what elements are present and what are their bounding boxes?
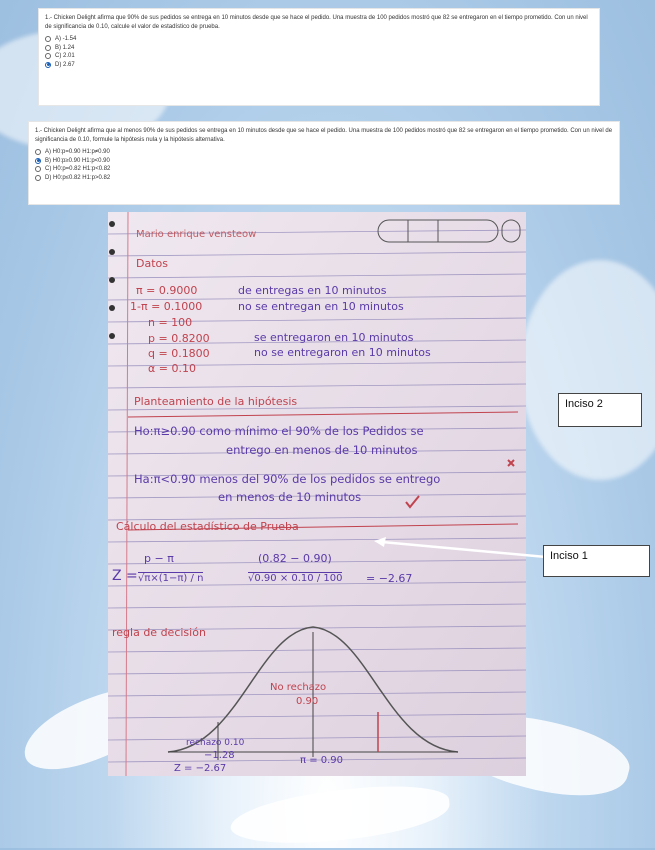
student-name: Mario enrique vensteow <box>136 229 257 240</box>
radio-button-selected[interactable] <box>45 62 51 68</box>
radio-button[interactable] <box>45 36 51 42</box>
background-petal <box>228 781 452 850</box>
background-glow <box>520 260 655 480</box>
alt-hypothesis-line2: en menos de 10 minutos <box>218 490 362 504</box>
datos-pi-desc: de entregas en 10 minutos <box>238 284 387 297</box>
question-card-2 <box>28 121 620 205</box>
answer-option-c[interactable] <box>35 165 613 174</box>
formula-lhs-denominator: √π×(1−π) / n <box>138 573 204 584</box>
answer-option-c[interactable] <box>45 52 593 61</box>
radio-button[interactable] <box>35 166 41 172</box>
answer-option-d[interactable] <box>45 61 593 70</box>
option-label: D) H0:p≤0.82 H1:p>0.82 <box>45 174 111 181</box>
formula-rhs-denominator: √0.90 × 0.10 / 100 <box>248 573 343 584</box>
datos-p-desc: se entregaron en 10 minutos <box>254 331 414 344</box>
arrow-icon <box>370 535 550 565</box>
no-rechazo-value: 0.90 <box>296 696 319 707</box>
pi-value-label: π = 0.90 <box>300 755 344 766</box>
datos-pi: π = 0.9000 <box>136 284 198 297</box>
question-text: 1.- Chicken Delight afirma que al menos 90% de sus pedidos se entrega en 10 minutos desde que se hace el pedido. Una muestra de 100 pedidos mostró que 82 se entregaron en el tiempo prometido. Con un nivel de significancia de 0.10, formule la hipótesis nula y la hipótesis alternativa. <box>35 128 613 143</box>
datos-p: p = 0.8200 <box>148 332 210 345</box>
alt-hypothesis-line1: Ha:π<0.90 menos del 90% de los pedidos se entrego <box>134 472 441 486</box>
radio-button[interactable] <box>35 175 41 181</box>
z-symbol: Z = <box>112 568 138 584</box>
formula-rhs-numerator: (0.82 − 0.90) <box>258 552 332 565</box>
option-label: D) 2.67 <box>55 61 75 68</box>
option-label: B) 1.24 <box>55 44 75 51</box>
answer-options <box>45 35 593 69</box>
datos-alpha: α = 0.10 <box>148 362 196 375</box>
critical-value: −1.28 <box>204 750 235 761</box>
answer-option-a[interactable] <box>35 148 613 157</box>
option-label: C) 2.01 <box>55 53 75 60</box>
answer-option-d[interactable] <box>35 174 613 183</box>
callout-label: Inciso 2 <box>565 398 603 410</box>
answer-options <box>35 148 613 182</box>
radio-button-selected[interactable] <box>35 158 41 164</box>
radio-button[interactable] <box>45 53 51 59</box>
answer-option-a[interactable] <box>45 35 593 44</box>
option-label: C) H0:p=0.82 H1:p<0.82 <box>45 166 111 173</box>
null-hypothesis-line2: entrego en menos de 10 minutos <box>226 443 418 457</box>
inciso-2-callout <box>558 393 642 427</box>
datos-q-desc: no se entregaron en 10 minutos <box>254 346 431 359</box>
notebook-photo <box>108 212 526 776</box>
inciso-1-callout <box>543 545 650 577</box>
option-label: B) H0:p≥0.90 H1:p<0.90 <box>45 157 110 164</box>
regla-heading: regla de decisión <box>112 626 206 639</box>
z-value-label: Z = −2.67 <box>174 763 227 774</box>
calculo-heading: Cálculo del estadístico de Prueba <box>116 520 299 533</box>
planteamiento-heading: Planteamiento de la hipótesis <box>134 395 298 408</box>
null-hypothesis-line1: Ho:π≥0.90 como mínimo el 90% de los Pedidos se <box>134 424 424 438</box>
radio-button[interactable] <box>45 45 51 51</box>
radio-button[interactable] <box>35 149 41 155</box>
datos-one-minus-pi-desc: no se entregan en 10 minutos <box>238 300 404 313</box>
formula-lhs-numerator: p − π <box>144 552 174 565</box>
datos-q: q = 0.1800 <box>148 347 210 360</box>
datos-one-minus-pi: 1-π = 0.1000 <box>130 300 203 313</box>
rechazo-label: rechazo 0.10 <box>186 738 245 748</box>
question-card-1 <box>38 8 600 106</box>
answer-option-b[interactable] <box>45 44 593 53</box>
answer-option-b[interactable] <box>35 157 613 166</box>
formula-result: = −2.67 <box>366 572 413 585</box>
option-label: A) H0:p=0.90 H1:p≠0.90 <box>45 149 110 156</box>
no-rechazo-label: No rechazo <box>270 682 327 693</box>
callout-label: Inciso 1 <box>550 550 588 562</box>
datos-n: n = 100 <box>148 316 193 329</box>
question-text: 1.- Chicken Delight afirma que 90% de sus pedidos se entrega en 10 minutos desde que se hace el pedido. Una muestra de 100 pedidos mostró que 82 se entregaron en el tiempo prometido. Con un nivel de significancia de 0.10, calcule el valor de estadístico de prueba. <box>45 15 588 30</box>
option-label: A) -1.54 <box>55 36 77 43</box>
datos-heading: Datos <box>136 257 168 270</box>
